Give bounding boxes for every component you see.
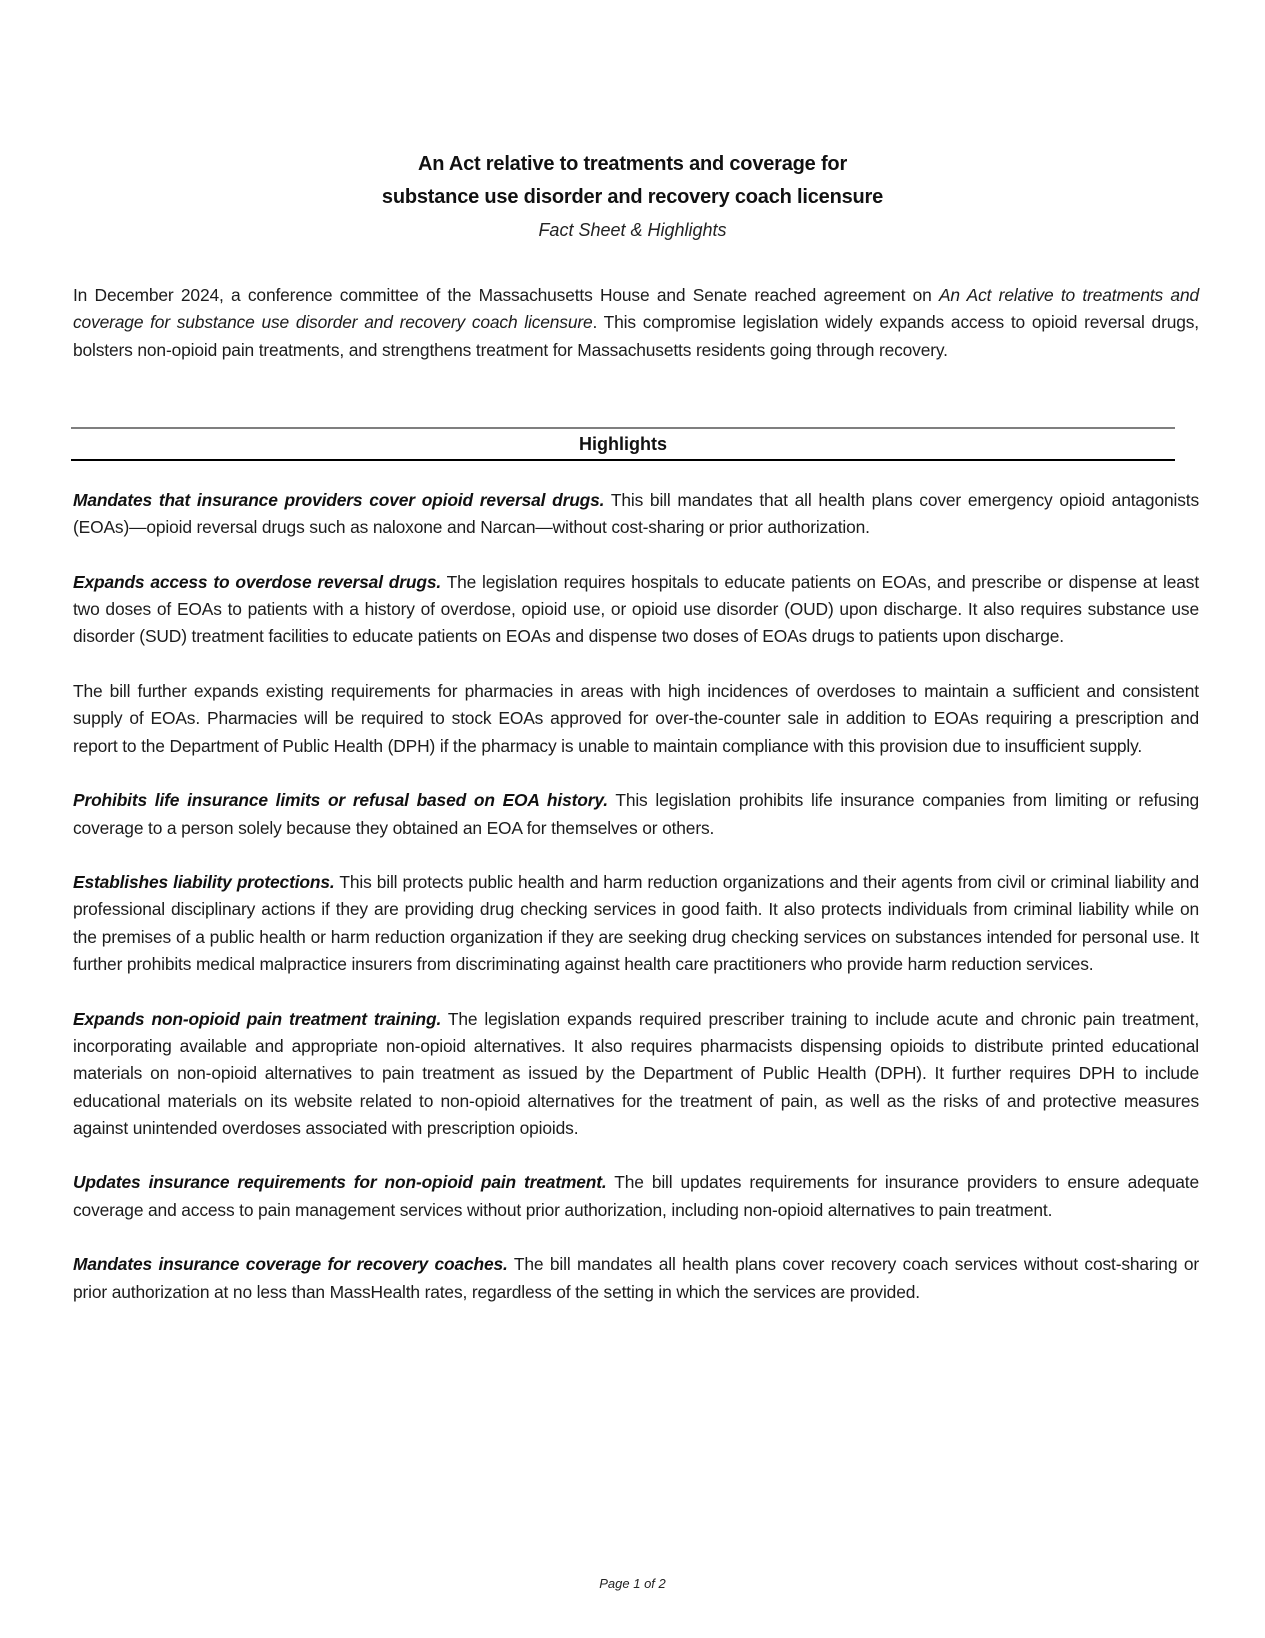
section-heading-highlights: Highlights [579, 434, 667, 454]
highlight-lead: Expands access to overdose reversal drugs. [73, 571, 442, 592]
highlight-lead: Mandates insurance coverage for recovery coaches. [73, 1254, 508, 1275]
section-rule-top [71, 427, 1175, 429]
highlight-item-pharmacy-supply [73, 678, 1199, 760]
highlight-lead: Expands non-opioid pain treatment training. [73, 1008, 442, 1029]
document-title-line-2: substance use disorder and recovery coach licensure [381, 186, 884, 208]
intro-bill-name: An Act relative to treatments and coverage for substance use disorder and recovery coach licensure [73, 285, 1199, 333]
highlight-lead: Prohibits life insurance limits or refusal based on EOA history. [73, 790, 608, 811]
highlight-item-pain-insurance [73, 1169, 1199, 1224]
highlight-item-eoa-access [73, 569, 1199, 651]
section-rule-bottom [71, 459, 1175, 461]
highlight-body: This bill protects public health and harm reduction organizations and their agents from civil or criminal liability and professional disciplinary actions if they are providing drug checking services in good faith. It also protects individuals from criminal liability while on the premises of a public health or harm reduction organization if they are seeking drug checking services on substances intended for personal use. It further prohibits medical malpractice insurers from discriminating against health care practitioners who provide harm reduction services. [73, 872, 1199, 975]
highlight-body: The legislation expands required prescriber training to include acute and chronic pain treatment, incorporating available and appropriate non-opioid alternatives. It also requires pharmacists dispensing opioids to distribute printed educational materials on non-opioid alternatives to pain treatment as issued by the Department of Public Health (DPH). It further requires DPH to include educational materials on its website related to non-opioid alternatives for the treatment of pain, as well as the risks of and protective measures against unintended overdoses associated with prescription opioids. [73, 1008, 1200, 1138]
intro-text-start: In December 2024, a conference committee of the Massachusetts House and Senate reached agreement on [73, 285, 939, 305]
highlight-body: This legislation prohibits life insurance companies from limiting or refusing coverage to a person solely because they obtained an EOA for themselves or others. [73, 790, 1199, 838]
highlight-body: The bill updates requirements for insurance providers to ensure adequate coverage and access to pain management services without prior authorization, including non-opioid alternatives to pain treatment. [73, 1172, 1199, 1220]
highlight-body: The bill further expands existing requirements for pharmacies in areas with high incidences of overdoses to maintain a sufficient and consistent supply of EOAs. Pharmacies will be required to stock EOAs approved for over-the-counter sale in addition to EOAs requiring a prescription and report to the Department of Public Health (DPH) if the pharmacy is unable to maintain compliance with this provision due to insufficient supply. [73, 681, 1199, 756]
highlight-body: The legislation requires hospitals to educate patients on EOAs, and prescribe or dispense at least two doses of EOAs to patients with a history of overdose, opioid use, or opioid use disorder (OUD) upon discharge. It also requires substance use disorder (SUD) treatment facilities to educate patients on EOAs and dispense two doses of EOAs drugs to patients upon discharge. [73, 571, 1199, 647]
document-subtitle: Fact Sheet & Highlights [538, 220, 727, 240]
highlight-lead: Establishes liability protections. [73, 872, 335, 893]
highlight-body: The bill mandates all health plans cover recovery coach services without cost-sharing or prior authorization at no less than MassHealth rates, regardless of the setting in which the services are provided. [73, 1254, 1199, 1302]
highlight-body: This bill mandates that all health plans cover emergency opioid antagonists (EOAs)—opioid reversal drugs such as naloxone and Narcan—without cost-sharing or prior authorization. [73, 490, 1199, 538]
intro-paragraph [73, 282, 1199, 364]
highlights-list [73, 487, 1199, 1333]
highlight-item-pain-training [73, 1006, 1199, 1142]
document-title-line-1: An Act relative to treatments and coverage for [417, 153, 848, 175]
highlight-item-eoa-coverage [73, 487, 1199, 542]
title-block [0, 148, 1265, 247]
highlight-lead: Mandates that insurance providers cover opioid reversal drugs. [73, 490, 605, 510]
highlight-item-recovery-coaches [73, 1251, 1199, 1306]
highlight-item-life-insurance [73, 787, 1199, 842]
page-number: Page 1 of 2 [599, 1576, 666, 1591]
highlight-item-liability [73, 869, 1199, 978]
intro-text-end: . This compromise legislation widely expands access to opioid reversal drugs, bolsters non-opioid pain treatments, and strengthens treatment for Massachusetts residents going through recovery. [73, 312, 1199, 360]
highlight-lead: Updates insurance requirements for non-opioid pain treatment. [73, 1172, 607, 1193]
